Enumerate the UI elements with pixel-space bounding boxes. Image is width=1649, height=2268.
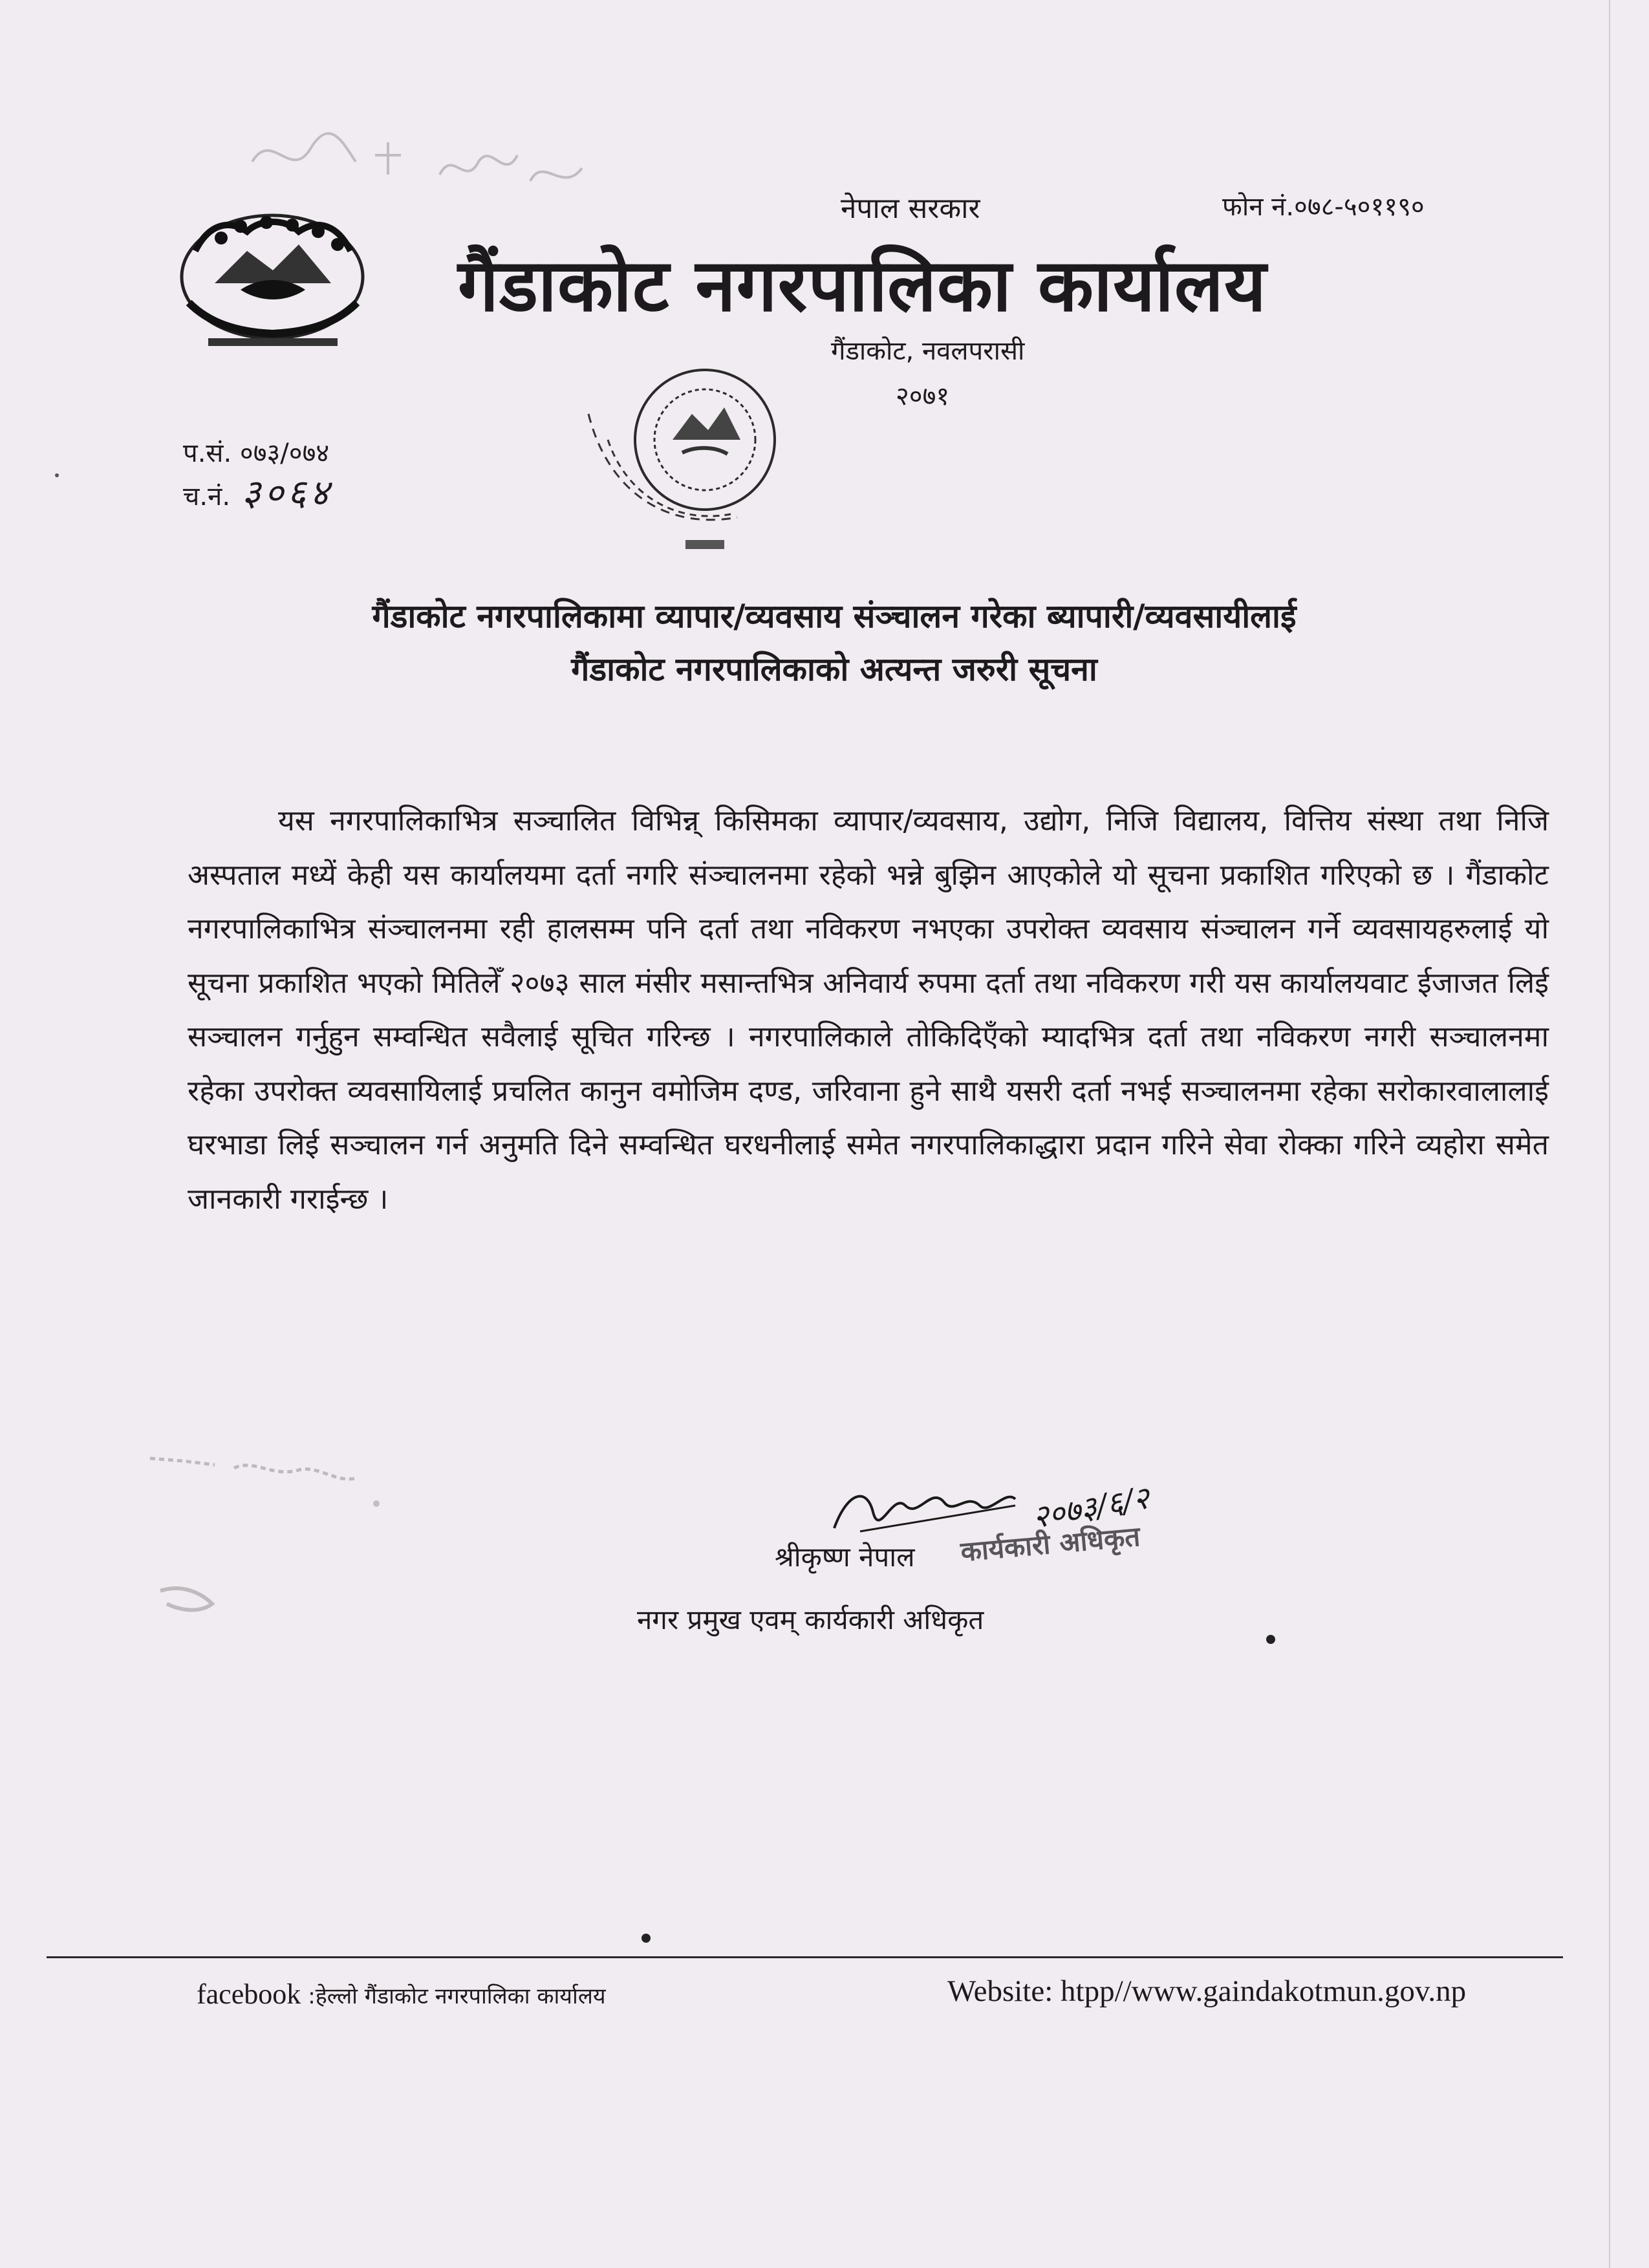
- reference-block: [183, 433, 333, 517]
- facebook-label: facebook: [197, 1978, 301, 2010]
- office-seal-stamp: [569, 343, 815, 563]
- notice-title-line2: गैंडाकोट नगरपालिकाको अत्यन्त जरुरी सूचना: [571, 651, 1097, 688]
- office-location: गैंडाकोट, नवलपरासी: [831, 336, 1025, 366]
- dispatch-reference: [183, 473, 333, 517]
- faint-smudge-marks: [144, 1439, 396, 1517]
- website-footer: Website: htpp//www.gaindakotmun.gov.np: [947, 1974, 1467, 2008]
- ink-dot: [1266, 1635, 1275, 1644]
- phone-number: फोन नं.०७८-५०११९०: [1222, 192, 1425, 222]
- faint-handwriting-marks: [246, 103, 608, 213]
- dispatch-number-handwritten: ३०६४: [242, 472, 333, 514]
- signer-name: श्रीकृष्ण नेपाल: [775, 1541, 915, 1573]
- dispatch-label: च.नं.: [183, 482, 231, 512]
- fiscal-year-reference: प.सं. ०७३/०७४: [183, 438, 330, 468]
- handwritten-date: २०७३/६/२: [1029, 1480, 1152, 1536]
- footer-divider: [47, 1956, 1563, 1958]
- office-name-heading: गैंडाकोट नगरपालिका कार्यालय: [458, 244, 1267, 328]
- ink-dot: [55, 473, 59, 477]
- paper-fold-line: [1609, 0, 1610, 2268]
- notice-title: [162, 590, 1507, 696]
- designation-stamp: कार्यकारी अधिकृत: [959, 1520, 1142, 1568]
- establishment-year: २०७१: [896, 382, 950, 411]
- notice-body-paragraph: यस नगरपालिकाभित्र सञ्चालित विभिन्न् किसिमका व्यापार/व्यवसाय, उद्योग, निजि विद्यालय, वित्तिय संस्था तथा निजि अस्पताल मध्यें केही यस कार्यालयमा दर्ता नगरि संञ्चालनमा रहेको भन्ने बुझिन आएकोले यो सूचना प्रकाशित गरिएको छ । गैंडाकोट नगरपालिकाभित्र संञ्चालनमा रही हालसम्म पनि दर्ता तथा नविकरण नभएका उपरोक्त व्यवसाय संञ्चालन गर्ने व्यवसायहरुलाई यो सूचना प्रकाशित भएको मितिलेँ २०७३ साल मंसीर मसान्तभित्र अनिवार्य रुपमा दर्ता तथा नविकरण गरी यस कार्यालयवाट ईजाजत लिई सञ्चालन गर्नुहुन सम्वन्धित सवैलाई सूचित गरिन्छ । नगरपालिकाले तोकिदिएँको म्यादभित्र दर्ता तथा नविकरण नगरी सञ्चालनमा रहेका उपरोक्त व्यवसायिलाई प्रचलित कानुन वमोजिम दण्ड, जरिवाना हुने साथै यसरी दर्ता नभई सञ्चालनमा रहेका सरोकारवालालाई घरभाडा लिई सञ्चालन गर्न अनुमति दिने सम्वन्धित घरधनीलाई समेत नगरपालिकाद्धारा प्रदान गरिने सेवा रोक्का गरिने व्यहोरा समेत जानकारी गराईन्छ ।: [188, 805, 1549, 1216]
- nepal-emblem-logo: [169, 206, 375, 353]
- signer-designation: नगर प्रमुख एवम् कार्यकारी अधिकृत: [637, 1604, 984, 1636]
- government-label: नेपाल सरकार: [841, 192, 980, 225]
- facebook-page-name: :हेल्लो गैंडाकोट नगरपालिका कार्यालय: [308, 1983, 606, 2009]
- faint-smudge-mark: [154, 1578, 225, 1617]
- notice-title-line1: गैंडाकोट नगरपालिकामा व्यापार/व्यवसाय संञ्चालन गरेका ब्यापारी/व्यवसायीलाई: [372, 598, 1297, 635]
- facebook-footer: [197, 1978, 606, 2011]
- ink-dot: [641, 1934, 651, 1943]
